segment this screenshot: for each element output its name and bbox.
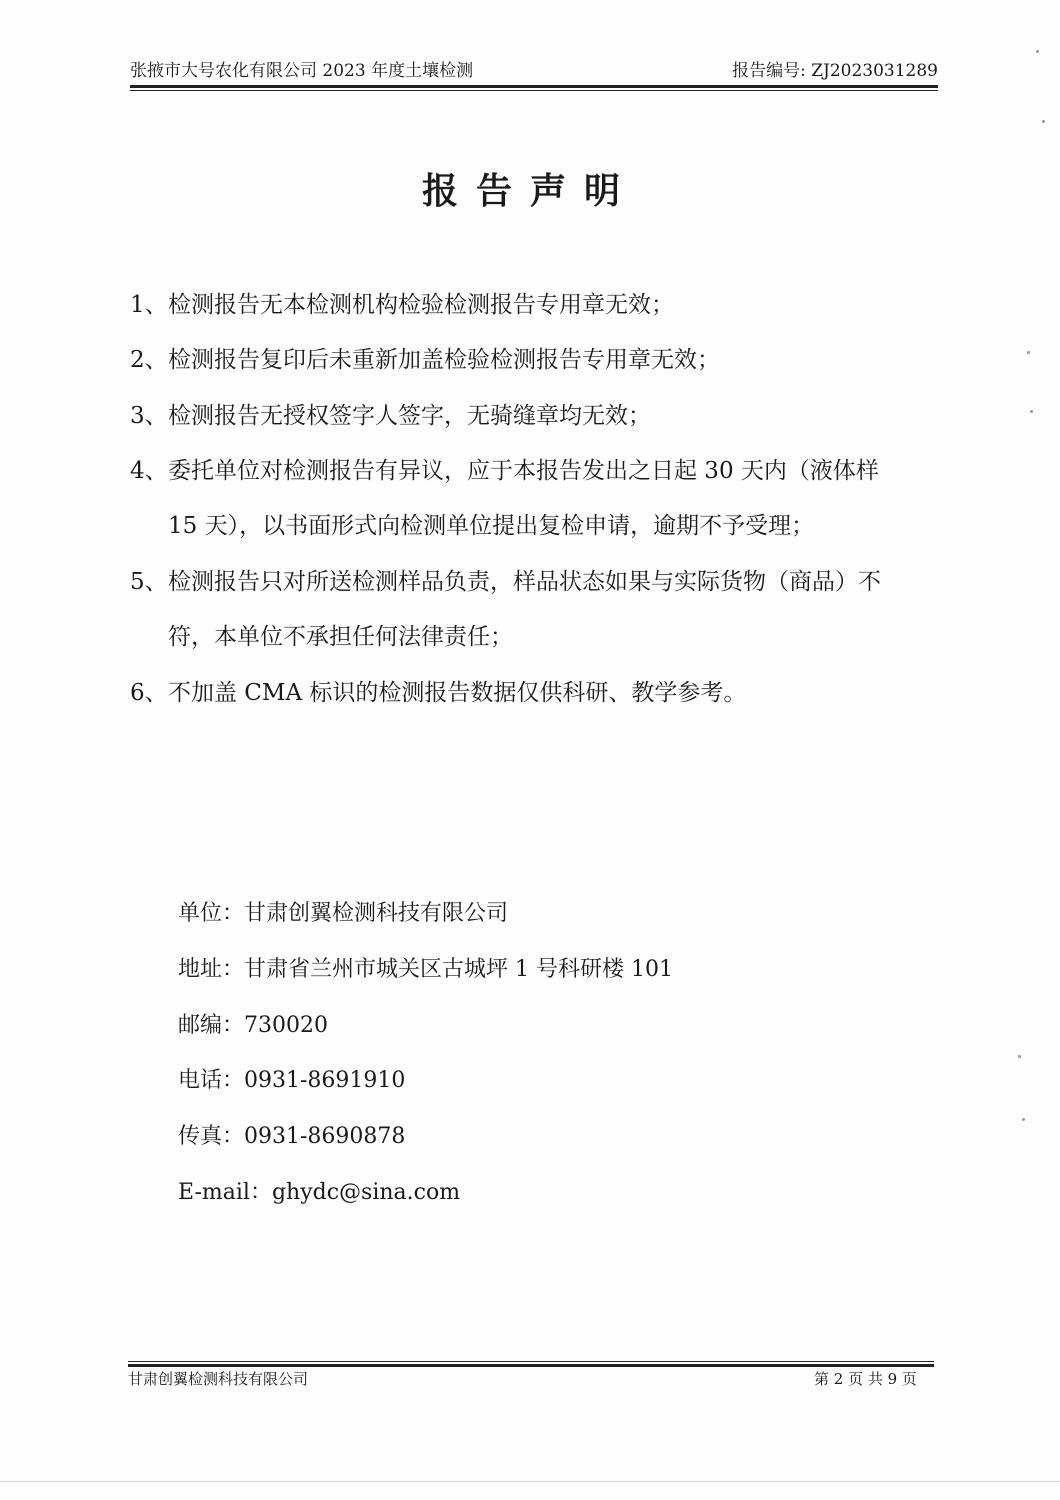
- footer-company: 甘肃创翼检测科技有限公司: [128, 1370, 309, 1388]
- header-divider-thin: [130, 90, 938, 91]
- clause-text: 检测报告无本检测机构检验检测报告专用章无效；: [168, 292, 674, 318]
- scan-speck: [1027, 351, 1030, 354]
- footer-divider-thin: [128, 1361, 934, 1362]
- page-title: 报告声明: [421, 171, 638, 212]
- clause-number: 4、: [130, 458, 168, 484]
- clause-number: 5、: [130, 569, 168, 595]
- clause-text: 15 天），以书面形式向检测单位提出复检申请，逾期不予受理；: [168, 513, 815, 539]
- contact-fax: 传真：0931-8690878: [178, 1124, 406, 1149]
- scan-speck: [1036, 50, 1039, 53]
- clause-text: 检测报告无授权签字人签字，无骑缝章均无效；: [168, 403, 651, 429]
- scan-speck: [1022, 1118, 1025, 1121]
- header-report-title: 张掖市大号农化有限公司 2023 年度土壤检测: [130, 61, 474, 81]
- clause-text: 委托单位对检测报告有异议，应于本报告发出之日起 30 天内（液体样: [168, 458, 879, 484]
- clause-number: 3、: [130, 403, 168, 429]
- contact-address: 地址：甘肃省兰州市城关区古城坪 1 号科研楼 101: [178, 957, 673, 982]
- header-report-number: 报告编号: ZJ2023031289: [732, 61, 938, 81]
- contact-phone: 电话：0931-8691910: [178, 1068, 406, 1093]
- clause-text: 符，本单位不承担任何法律责任；: [168, 624, 513, 650]
- clause-number: 6、: [130, 680, 168, 706]
- contact-postcode: 邮编：730020: [178, 1013, 328, 1038]
- page-header: [130, 60, 938, 84]
- footer-page-number: 第 2 页 共 9 页: [814, 1370, 917, 1388]
- scan-edge-line: [0, 1481, 1060, 1482]
- scan-speck: [1042, 120, 1045, 123]
- contact-unit: 单位：甘肃创翼检测科技有限公司: [178, 901, 509, 926]
- clause-number: 1、: [130, 292, 168, 318]
- clause-text: 检测报告只对所送检测样品负责，样品状态如果与实际货物（商品）不: [168, 569, 881, 595]
- header-divider-thick: [130, 85, 938, 88]
- contact-email[interactable]: E-mail：ghydc@sina.com: [178, 1180, 461, 1205]
- scan-speck: [1018, 1055, 1021, 1058]
- clause-number: 2、: [130, 347, 168, 373]
- scan-speck: [1030, 410, 1033, 413]
- footer-divider-thick: [128, 1364, 934, 1367]
- clause-text: 不加盖 CMA 标识的检测报告数据仅供科研、教学参考。: [168, 680, 747, 706]
- clause-text: 检测报告复印后未重新加盖检验检测报告专用章无效；: [168, 347, 720, 373]
